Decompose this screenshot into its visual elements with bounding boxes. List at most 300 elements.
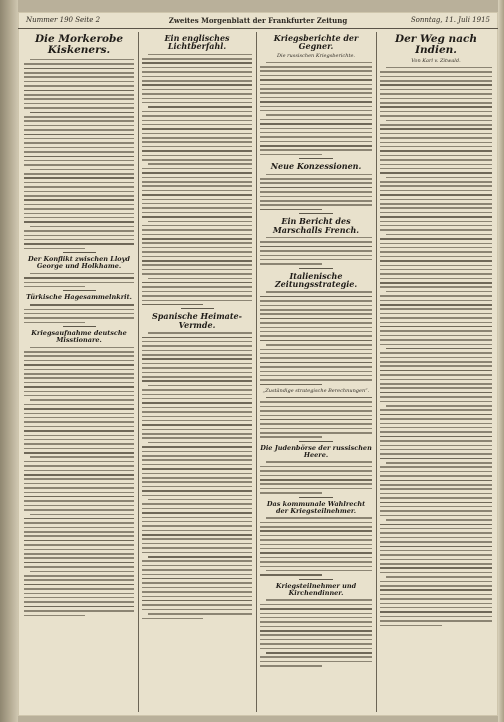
text-line	[380, 616, 492, 618]
text-line	[24, 461, 134, 463]
text-line	[24, 351, 134, 353]
text-line	[30, 226, 134, 228]
text-line	[142, 282, 252, 284]
text-line	[142, 508, 252, 510]
text-line	[260, 357, 372, 359]
text-line	[24, 235, 134, 237]
text-line	[142, 552, 252, 554]
text-line	[380, 225, 492, 227]
text-line	[142, 416, 252, 418]
article-body-text	[380, 67, 492, 626]
text-line	[24, 107, 134, 109]
text-line	[24, 421, 134, 423]
text-line	[380, 625, 442, 627]
text-line	[260, 362, 372, 364]
text-line	[142, 407, 252, 409]
text-line	[260, 204, 372, 206]
article-separator	[181, 308, 214, 309]
text-line	[380, 146, 492, 148]
article-headline: Das kommunale Wahlrecht der Kriegsteilnehmer.	[266, 499, 366, 515]
text-line	[260, 375, 372, 377]
text-line	[260, 200, 372, 202]
text-line	[380, 449, 492, 451]
text-line	[260, 191, 372, 193]
text-line	[24, 317, 134, 319]
text-line	[380, 409, 492, 411]
text-line	[142, 216, 252, 218]
text-line	[260, 123, 372, 125]
text-line	[142, 111, 252, 113]
text-line	[30, 571, 134, 573]
text-line	[380, 493, 492, 495]
text-line	[24, 557, 134, 559]
text-line	[260, 552, 372, 554]
text-line	[142, 560, 252, 562]
text-line	[386, 405, 492, 407]
text-line	[260, 187, 372, 189]
text-line	[142, 238, 252, 240]
article-separator	[299, 497, 333, 498]
text-line	[260, 401, 372, 403]
text-line	[380, 567, 492, 569]
text-line	[380, 98, 492, 100]
text-line	[142, 587, 252, 589]
text-line	[142, 102, 252, 104]
text-line	[380, 431, 492, 433]
article-body-text	[24, 273, 134, 288]
text-line	[142, 291, 252, 293]
text-line	[260, 466, 372, 468]
text-line	[260, 178, 372, 180]
text-line	[142, 451, 252, 453]
text-line	[24, 483, 134, 485]
text-line	[386, 234, 492, 236]
text-line	[380, 387, 492, 389]
text-line	[380, 537, 492, 539]
text-line	[142, 225, 252, 227]
text-line	[24, 540, 134, 542]
text-line	[24, 615, 85, 617]
text-line	[148, 221, 252, 223]
article-body-text	[24, 304, 134, 323]
text-line	[380, 80, 492, 82]
text-line	[260, 182, 372, 184]
text-line	[142, 120, 252, 122]
text-line	[260, 309, 372, 311]
text-line	[260, 255, 372, 257]
text-line	[260, 136, 372, 138]
text-line	[142, 199, 252, 201]
text-line	[260, 305, 372, 307]
text-line	[380, 510, 492, 512]
text-line	[24, 430, 134, 432]
text-line	[260, 384, 322, 386]
text-line	[260, 106, 372, 108]
text-line	[380, 427, 492, 429]
text-line	[24, 199, 134, 201]
text-line	[142, 350, 252, 352]
text-line	[142, 300, 252, 302]
text-line	[260, 415, 372, 417]
text-line	[260, 84, 372, 86]
article-headline: Ein englisches Lichtberfahl.	[164, 33, 230, 52]
text-line	[142, 591, 252, 593]
text-line	[142, 234, 252, 236]
text-line	[24, 364, 134, 366]
column-rule	[376, 32, 377, 712]
text-line	[142, 574, 252, 576]
text-line	[142, 538, 252, 540]
text-line	[266, 652, 372, 654]
text-line	[142, 459, 252, 461]
text-line	[24, 186, 134, 188]
text-line	[260, 88, 372, 90]
text-line	[380, 339, 492, 341]
text-line	[386, 120, 492, 122]
text-line	[142, 582, 252, 584]
text-line	[148, 556, 252, 558]
text-line	[260, 544, 372, 546]
text-line	[380, 282, 492, 284]
text-line	[142, 207, 252, 209]
text-line	[24, 500, 134, 502]
article-headline: Die Judenbörse der russischen Heere.	[260, 443, 372, 459]
article-separator	[299, 579, 333, 580]
text-line	[380, 203, 492, 205]
text-line	[260, 566, 372, 568]
text-line	[142, 124, 252, 126]
text-line	[142, 146, 252, 148]
text-line	[142, 286, 252, 288]
text-line	[24, 142, 134, 144]
newspaper-page	[18, 12, 498, 716]
text-line	[380, 589, 492, 591]
text-line	[24, 588, 134, 590]
text-line	[142, 89, 252, 91]
text-line	[24, 129, 134, 131]
article-headline: Kriegsberichte der Gegner.	[273, 33, 359, 52]
text-line	[142, 62, 252, 64]
article-subheadline: Von Karl v. Zitwald.	[411, 58, 461, 65]
text-line	[386, 177, 492, 179]
text-line	[260, 423, 372, 425]
text-line	[142, 543, 252, 545]
text-line	[380, 453, 492, 455]
text-line	[266, 114, 372, 116]
text-line	[142, 486, 252, 488]
text-line	[142, 394, 252, 396]
text-line	[142, 58, 252, 60]
article-body-text	[24, 347, 134, 616]
text-line	[24, 313, 134, 315]
text-line	[142, 93, 252, 95]
article-separator	[299, 213, 333, 214]
text-line	[380, 326, 492, 328]
article-body-text	[260, 397, 372, 438]
text-line	[260, 604, 372, 606]
text-line	[142, 473, 252, 475]
text-line	[24, 248, 85, 250]
text-line	[380, 374, 492, 376]
text-line	[380, 436, 492, 438]
text-line	[266, 344, 372, 346]
header-issue-number: Nummer 190 Seite 2	[26, 16, 101, 24]
text-line	[142, 251, 252, 253]
article-headline: Der Weg nach Indien.	[394, 33, 478, 57]
text-line	[260, 196, 372, 198]
text-line	[380, 541, 492, 543]
text-line	[30, 399, 134, 401]
text-line	[30, 169, 134, 171]
text-line	[24, 355, 134, 357]
text-line	[266, 517, 372, 519]
text-line	[380, 133, 492, 135]
text-line	[380, 111, 492, 113]
text-line	[260, 349, 372, 351]
text-line	[260, 75, 372, 77]
text-line	[380, 89, 492, 91]
text-line	[142, 437, 252, 439]
text-line	[266, 237, 372, 239]
text-line	[24, 103, 134, 105]
text-line	[260, 406, 372, 408]
text-line	[24, 597, 134, 599]
text-line	[260, 371, 372, 373]
text-line	[142, 490, 252, 492]
article-headline: Kriegsteilnehmer und Kirchendinner.	[275, 581, 357, 597]
text-line	[142, 468, 252, 470]
text-line	[380, 466, 492, 468]
text-line	[380, 361, 492, 363]
text-line	[260, 379, 372, 381]
column-rule	[256, 32, 257, 712]
text-line	[24, 177, 134, 179]
text-line	[142, 530, 252, 532]
text-line	[380, 506, 492, 508]
text-line	[260, 479, 372, 481]
text-line	[24, 208, 134, 210]
text-line	[380, 524, 492, 526]
text-line	[148, 332, 252, 334]
text-line	[24, 531, 134, 533]
text-line	[260, 92, 372, 94]
text-line	[142, 517, 252, 519]
text-line	[260, 110, 372, 112]
text-line	[380, 260, 492, 262]
text-line	[24, 584, 134, 586]
text-line	[24, 527, 134, 529]
text-line	[260, 419, 372, 421]
text-line	[380, 273, 492, 275]
text-line	[142, 115, 252, 117]
text-line	[142, 155, 252, 157]
text-line	[260, 432, 372, 434]
text-line	[142, 455, 252, 457]
text-line	[380, 357, 492, 359]
text-line	[30, 59, 134, 61]
text-line	[260, 608, 372, 610]
text-line	[24, 395, 134, 397]
text-line	[142, 380, 252, 382]
text-line	[380, 102, 492, 104]
text-line	[24, 443, 134, 445]
text-line	[24, 413, 134, 415]
article-separator	[63, 326, 96, 327]
text-line	[380, 330, 492, 332]
page-header	[18, 12, 498, 29]
text-line	[142, 420, 252, 422]
text-line	[380, 313, 492, 315]
text-line	[260, 97, 372, 99]
text-line	[24, 120, 134, 122]
text-line	[142, 181, 252, 183]
text-line	[380, 365, 492, 367]
text-line	[24, 465, 134, 467]
text-line	[142, 464, 252, 466]
text-line	[148, 442, 252, 444]
text-line	[260, 643, 372, 645]
text-line	[386, 291, 492, 293]
text-line	[380, 401, 492, 403]
text-line	[24, 426, 134, 428]
text-line	[24, 553, 134, 555]
text-line	[260, 331, 372, 333]
text-line	[260, 296, 372, 298]
text-line	[24, 277, 134, 279]
text-line	[380, 440, 492, 442]
text-line	[260, 488, 372, 490]
text-line	[24, 492, 134, 494]
text-line	[260, 648, 372, 650]
text-line	[380, 308, 492, 310]
text-line	[380, 265, 492, 267]
text-line	[24, 496, 134, 498]
text-line	[260, 250, 372, 252]
text-line	[380, 207, 492, 209]
text-line	[266, 291, 372, 293]
text-line	[380, 396, 492, 398]
text-line	[24, 63, 134, 65]
text-line	[24, 173, 134, 175]
text-line	[24, 606, 134, 608]
text-line	[142, 260, 252, 262]
text-line	[142, 141, 252, 143]
text-line	[266, 461, 372, 463]
text-line	[380, 286, 492, 288]
text-line	[260, 656, 372, 658]
text-line	[142, 137, 252, 139]
text-line	[24, 98, 134, 100]
text-line	[260, 661, 372, 663]
article-separator	[63, 290, 96, 291]
text-line	[142, 80, 252, 82]
text-line	[380, 484, 492, 486]
text-line	[380, 559, 492, 561]
text-line	[260, 557, 372, 559]
text-line	[142, 295, 252, 297]
text-line	[260, 410, 372, 412]
text-line	[142, 495, 252, 497]
text-line	[24, 81, 134, 83]
text-line	[142, 76, 252, 78]
text-line	[24, 160, 134, 162]
text-line	[142, 341, 252, 343]
text-line	[260, 613, 372, 615]
text-line	[24, 76, 134, 78]
article-separator	[299, 441, 333, 442]
text-line	[30, 304, 134, 306]
text-line	[380, 251, 492, 253]
text-line	[380, 71, 492, 73]
text-line	[148, 163, 252, 165]
text-line	[24, 360, 134, 362]
text-line	[142, 354, 252, 356]
text-line	[142, 190, 252, 192]
text-line	[260, 526, 372, 528]
text-line	[380, 128, 492, 130]
text-line	[260, 428, 372, 430]
text-line	[380, 620, 492, 622]
text-line	[266, 570, 372, 572]
article-separator	[299, 158, 333, 159]
text-line	[380, 480, 492, 482]
text-line	[380, 172, 492, 174]
text-line	[380, 563, 492, 565]
text-line	[24, 369, 134, 371]
text-line	[148, 54, 252, 56]
column-4	[380, 32, 492, 712]
text-line	[386, 519, 492, 521]
text-line	[24, 478, 134, 480]
text-line	[380, 278, 492, 280]
text-line	[142, 363, 252, 365]
text-line	[24, 601, 134, 603]
text-line	[260, 259, 372, 261]
column-3	[260, 32, 372, 712]
text-line	[142, 264, 252, 266]
text-line	[260, 340, 372, 342]
text-line	[260, 522, 372, 524]
text-line	[260, 246, 372, 248]
text-line	[24, 610, 134, 612]
text-line	[24, 138, 134, 140]
text-line	[30, 273, 134, 275]
text-line	[142, 429, 252, 431]
text-line	[260, 639, 372, 641]
text-line	[148, 499, 252, 501]
text-line	[266, 397, 372, 399]
text-line	[380, 594, 492, 596]
text-line	[380, 229, 492, 231]
text-line	[30, 456, 134, 458]
text-line	[260, 630, 372, 632]
text-line	[24, 404, 134, 406]
text-line	[260, 300, 372, 302]
text-line	[260, 79, 372, 81]
text-line	[148, 613, 252, 615]
text-line	[142, 304, 203, 306]
text-line	[260, 327, 372, 329]
text-line	[142, 273, 252, 275]
text-line	[380, 585, 492, 587]
text-line	[380, 458, 492, 460]
text-line	[24, 474, 134, 476]
text-line	[24, 156, 134, 158]
text-line	[142, 372, 252, 374]
article-headline: Neue Konzessionen.	[270, 161, 362, 172]
text-line	[24, 90, 134, 92]
text-line	[380, 607, 492, 609]
